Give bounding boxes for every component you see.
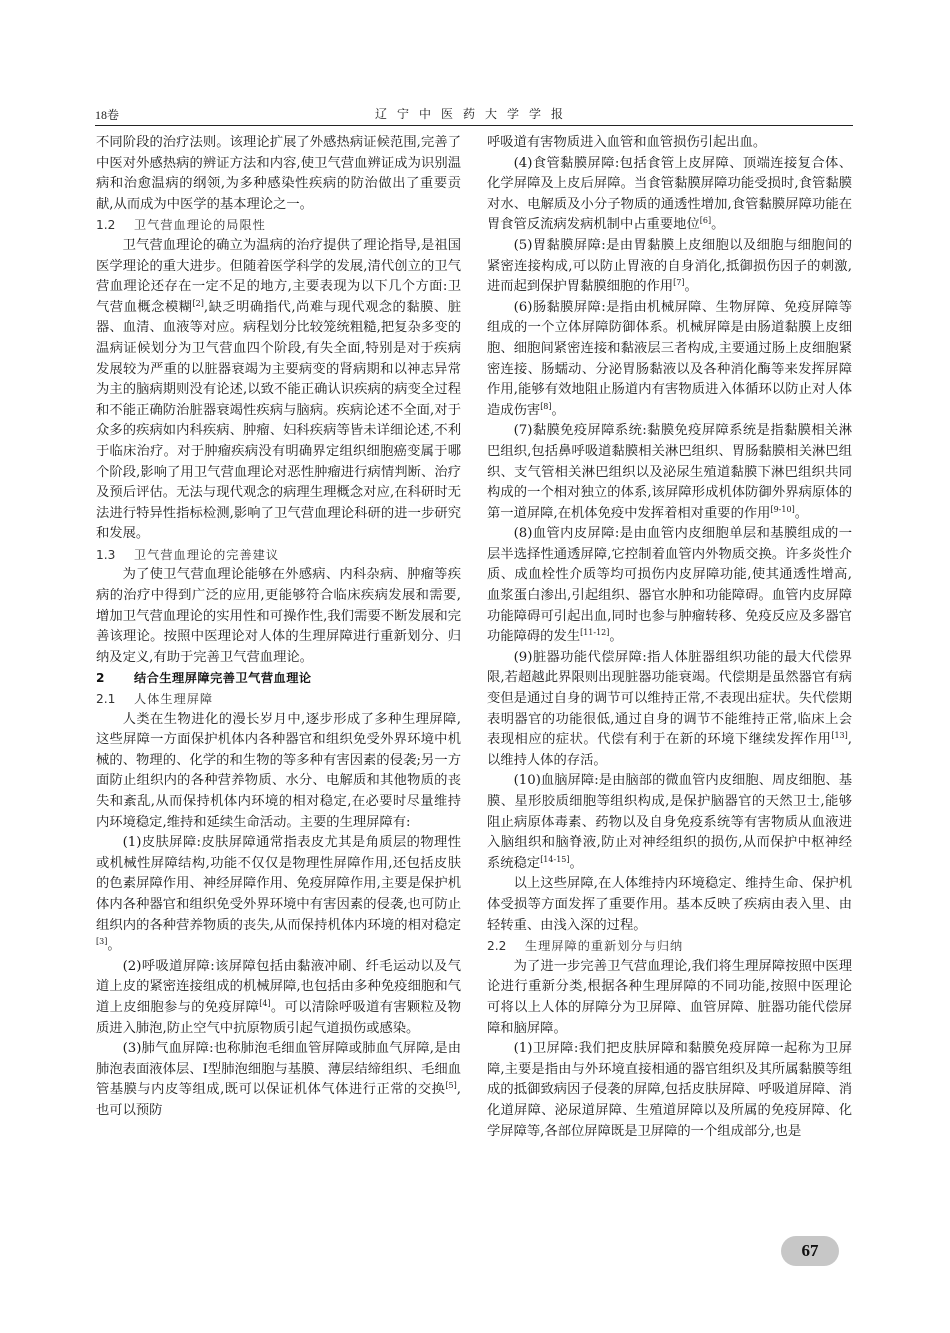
paragraph-text: 卫气营血理论的确立为温病的治疗提供了理论指导,是祖国医学理论的重大进步。但随着医学科学的发展,清代创立的卫气营血理论还存在一定不足的地方,主要表现为以下几个方面:卫气营血概念模糊 <box>96 237 461 315</box>
paragraph <box>96 957 461 1039</box>
paragraph <box>487 421 852 524</box>
citation-ref: [7] <box>673 278 685 288</box>
citation-ref: [11-12] <box>580 628 610 638</box>
paragraph-text: (9)脏器功能代偿屏障:指人体脏器组织功能的最大代偿界限,若超越此界限则出现脏器功能衰竭。代偿期是虽然器官有病变但是通过自身的调节可以维持正常,不表现出症状。失代偿期表明器官的功能很低,通过自身的调节不能维持正常,临床上会表现相应的症状。代偿有利于在新的环境下继续发挥作用 <box>487 649 852 748</box>
paragraph: (1)卫屏障:我们把皮肤屏障和黏膜免疫屏障一起称为卫屏障,主要是指由与外环境直接相通的器官组织及其所属黏膜等组成的抵御致病因子侵袭的屏障,包括皮肤屏障、呼吸道屏障、消化道屏障、泌尿道屏障、生殖道屏障以及所属的免疫屏障、化学屏障等,各部位屏障既是卫屏障的一个组成部分,也是 <box>487 1041 852 1139</box>
paragraph <box>487 298 852 422</box>
section-title: 人体生理屏障 <box>134 692 214 707</box>
paragraph: 不同阶段的治疗法则。该理论扩展了外感热病证候范围,完善了中医对外感热病的辨证方法和内容,使卫气营血辨证成为识别温病和治愈温病的纲领,为多种感染性疾病的防治做出了重要贡献,从而成为中医学的基本理论之一。 <box>96 135 461 212</box>
left-column <box>96 133 461 1122</box>
paragraph-text: (8)血管内皮屏障:是由血管内皮细胞单层和基膜组成的一层半选择性通透屏障,它控制着血管内外物质交换。许多炎性介质、成血栓性介质等均可损伤内皮屏障功能,使其通透性增高,血浆蛋白渗出,引起组织、器官水肿和功能障碍。血管内皮屏障功能障碍可引起出血,同时也参与肿瘤转移、免疫反应及多器官功能障碍的发生 <box>487 526 852 645</box>
section-heading-2 <box>96 668 461 689</box>
paragraph-text: 。 <box>794 505 808 521</box>
paragraph-text: (4)食管黏膜屏障:包括食管上皮屏障、顶端连接复合体、化学屏障及上皮后屏障。当食管黏膜屏障功能受损时,食管黏膜对水、电解质及小分子物质的通透性增加,食管黏膜屏障功能在胃食管反流病发病机制中占重要地位 <box>487 155 852 233</box>
paragraph-text: ,也可以预防 <box>96 1082 461 1118</box>
paragraph-text: 。 <box>551 402 565 418</box>
citation-ref: [2] <box>192 298 204 308</box>
section-number: 2.1 <box>96 692 116 707</box>
paragraph <box>487 771 852 874</box>
citation-ref: [6] <box>699 216 712 226</box>
section-heading-1-2 <box>96 215 461 236</box>
citation-ref: [13] <box>831 731 848 741</box>
paragraph <box>487 236 852 298</box>
section-number: 1.3 <box>96 547 116 562</box>
paragraph: 呼吸道有害物质进入血管和血管损伤引起出血。 <box>487 135 767 150</box>
paragraph-text: 。 <box>609 629 623 645</box>
paragraph: 为了进一步完善卫气营血理论,我们将生理屏障按照中医理论进行重新分类,根据各种生理屏障的不同功能,按照中医理论可将以上人体的屏障分为卫屏障、血管屏障、脏器功能代偿屏障和脑屏障。 <box>487 958 852 1036</box>
paragraph-text: (3)肺气血屏障:也称肺泡毛细血管屏障或肺血气屏障,是由肺泡表面液体层、Ⅰ型肺泡细胞与基膜、薄层结缔组织、毛细血管基膜与内皮等组成,既可以保证机体气体进行正常的交换 <box>96 1041 461 1098</box>
paragraph <box>96 236 461 545</box>
section-title: 生理屏障的重新划分与归纳 <box>525 939 684 954</box>
citation-ref: [5] <box>445 1081 457 1091</box>
paragraph <box>96 1039 461 1121</box>
paragraph-text: 。 <box>684 279 698 295</box>
paragraph: 人类在生物进化的漫长岁月中,逐步形成了多种生理屏障,这些屏障一方面保护机体内各种器官和组织免受外界环境中机械的、物理的、化学的和生物的等多种有害因素的侵袭;另一方面防止组织内的各种营养物质、水分、电解质和其他物质的丧失和紊乱,从而保持机体内环境的相对稳定,在必要时尽量维持内环境稳定,维持和延续生命活动。主要的生理屏障有: <box>96 711 461 830</box>
journal-title: 辽宁中医药大学学报 <box>374 107 573 121</box>
paragraph-text: (5)胃黏膜屏障:是由胃黏膜上皮细胞以及细胞与细胞间的紧密连接构成,可以防止胃液的自身消化,抵御损伤因子的刺激,进而起到保护胃黏膜细胞的作用 <box>487 237 852 295</box>
section-heading-2-1 <box>96 689 461 710</box>
section-title: 卫气营血理论的局限性 <box>134 218 266 233</box>
section-heading-2-2 <box>487 936 852 957</box>
section-title: 卫气营血理论的完善建议 <box>134 547 280 562</box>
paragraph-text: 。可以清除呼吸道有害颗粒及物质进入肺泡,防止空气中抗原物质引起气道损伤或感染。 <box>96 999 462 1036</box>
section-heading-1-3 <box>96 545 461 566</box>
section-title: 结合生理屏障完善卫气营血理论 <box>134 671 312 686</box>
page-number-badge: 67 <box>781 1236 839 1266</box>
running-header <box>95 103 853 127</box>
paragraph-text: ,缺乏明确指代,尚难与现代观念的黏膜、脏器、血清、血液等对应。病程划分比较笼统粗糙,把复杂多变的温病证候划分为卫气营血四个阶段,有失全面,特别是对于疾病发展较为严重的以脏器衰竭为主要病变的肾病期和以神志异常为主的脑病期则没有论述,以致不能正确认识疾病的病变全过程和不能正确防治脏器衰竭性疾病与脑病。疾病论述不全面,对于众多的疾病如内科疾病、肿瘤、妇科疾病等皆未详细论述,不利于临床治疗。对于肿瘤疾病没有明确界定组织细胞癌变属于哪个阶段,影响了用卫气营血理论对恶性肿瘤进行病情判断、治疗及预后评估。无法与现代观念的病理生理概念对应,在科研时无法进行特异性指标检测,影响了卫气营血理论科研的进一步研究和发展。 <box>96 299 462 542</box>
citation-ref: [3] <box>96 937 108 947</box>
citation-ref: [9-10] <box>770 504 795 514</box>
right-column <box>487 133 852 1142</box>
paragraph-text: 。 <box>711 217 725 233</box>
paragraph <box>96 833 461 957</box>
paragraph <box>487 524 852 648</box>
header-rule <box>95 125 853 126</box>
paragraph-text: (10)血脑屏障:是由脑部的微血管内皮细胞、周皮细胞、基膜、星形胶质细胞等组织构成,是保护脑器官的天然卫士,能够阻止病原体毒素、药物以及自身免疫系统等有害物质从血液进入脑组织和脑脊液,防止对神经组织的损伤,从而保护中枢神经系统稳定 <box>487 773 852 871</box>
citation-ref: [8] <box>540 401 552 411</box>
paragraph <box>487 154 852 236</box>
paragraph-text: ,以维持人体的存活。 <box>487 732 852 768</box>
volume-label: 18卷 <box>95 108 120 122</box>
citation-ref: [4] <box>259 998 271 1008</box>
paragraph-text: 。 <box>107 938 121 954</box>
paragraph-text: 。 <box>569 855 583 871</box>
section-number: 2 <box>96 671 105 686</box>
paragraph-text: (7)黏膜免疫屏障系统:黏膜免疫屏障系统是指黏膜相关淋巴组织,包括鼻呼吸道黏膜相关淋巴组织、胃肠黏膜相关淋巴组织、支气管相关淋巴组织以及泌尿生殖道黏膜下淋巴组织共同构成的一个相对独立的体系,该屏障形成机体防御外界病原体的第一道屏障,在机体免疫中发挥着相对重要的作用 <box>487 423 852 521</box>
paragraph-text: (1)皮肤屏障:皮肤屏障通常指表皮尤其是角质层的物理性或机械性屏障结构,功能不仅仅是物理性屏障作用,还包括皮肤的色素屏障作用、神经屏障作用、免疫屏障作用,主要是保护机体内各种器官和组织免受外界环境中有害因素的侵袭,也可防止组织内的各种营养物质的丧失,从而保持机体内环境的相对稳定 <box>96 835 461 933</box>
paragraph-text: (6)肠黏膜屏障:是指由机械屏障、生物屏障、免疫屏障等组成的一个立体屏障防御体系。机械屏障是由肠道黏膜上皮细胞、细胞间紧密连接和黏液层三者构成,主要通过肠上皮细胞紧密连接、肠蠕动、分泌胃肠黏液以及各种消化酶等来发挥屏障作用,能够有效地阻止肠道内有害物质进入体循环以防止对人体造成伤害 <box>487 299 852 418</box>
citation-ref: [14-15] <box>540 854 570 864</box>
paragraph: 以上这些屏障,在人体维持内环境稳定、维持生命、保护机体受损等方面发挥了重要作用。基本反映了疾病由表入里、由轻转重、由浅入深的过程。 <box>487 876 852 933</box>
section-number: 1.2 <box>96 218 116 233</box>
section-number: 2.2 <box>487 939 507 954</box>
paragraph-text: (2)呼吸道屏障:该屏障包括由黏液冲刷、纤毛运动以及气道上皮的紧密连接组成的机械屏障,也包括由多种免疫细胞和气道上皮细胞参与的免疫屏障 <box>96 958 461 1015</box>
paragraph: 为了使卫气营血理论能够在外感病、内科杂病、肿瘤等疾病的治疗中得到广泛的应用,更能够符合临床疾病发展和需要,增加卫气营血理论的实用性和可操作性,我们需要不断发展和完善该理论。按照中医理论对人体的生理屏障进行重新划分、归纳及定义,有助于完善卫气营血理论。 <box>96 567 461 665</box>
paragraph <box>487 648 852 772</box>
